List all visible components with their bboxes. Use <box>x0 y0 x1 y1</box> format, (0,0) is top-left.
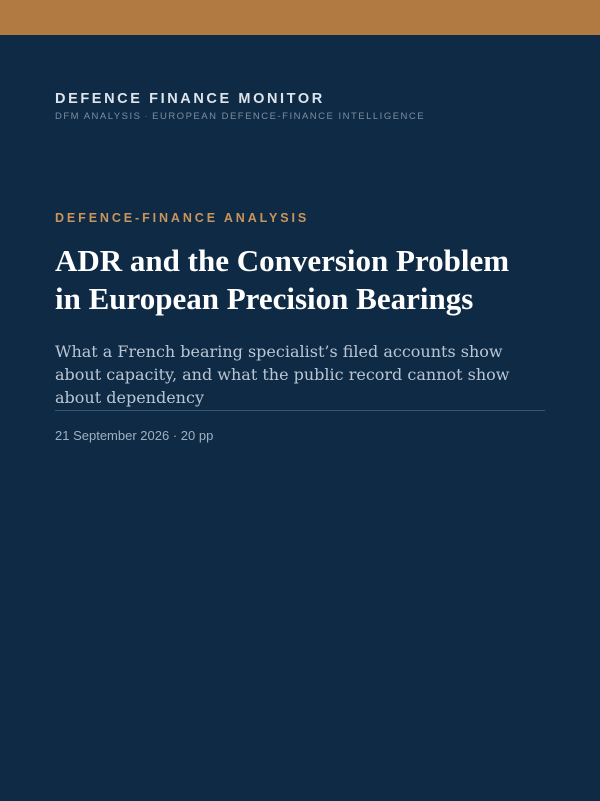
article-kicker: DEFENCE-FINANCE ANALYSIS <box>55 211 310 225</box>
article-meta <box>55 428 545 444</box>
title-line-1: ADR and the Conversion Problem <box>55 243 510 278</box>
tagline-section: DFM ANALYSIS <box>55 111 142 122</box>
page-count: 20 pp <box>180 428 214 443</box>
article-title <box>55 242 545 318</box>
publication-tagline <box>55 111 545 123</box>
meta-separator: · <box>172 428 178 443</box>
title-line-2: in European Precision Bearings <box>55 281 474 316</box>
tagline-separator: · <box>144 111 150 122</box>
masthead <box>55 90 545 123</box>
article-header <box>55 210 545 444</box>
publication-name: DEFENCE FINANCE MONITOR <box>55 91 325 107</box>
article-subtitle: What a French bearing specialist’s filed accounts show about capacity, and what the public record cannot show about dependency <box>55 340 545 411</box>
tagline-description: EUROPEAN DEFENCE-FINANCE INTELLIGENCE <box>152 111 426 122</box>
publication-date: 21 September 2026 <box>55 428 170 443</box>
top-accent-band <box>0 0 600 35</box>
